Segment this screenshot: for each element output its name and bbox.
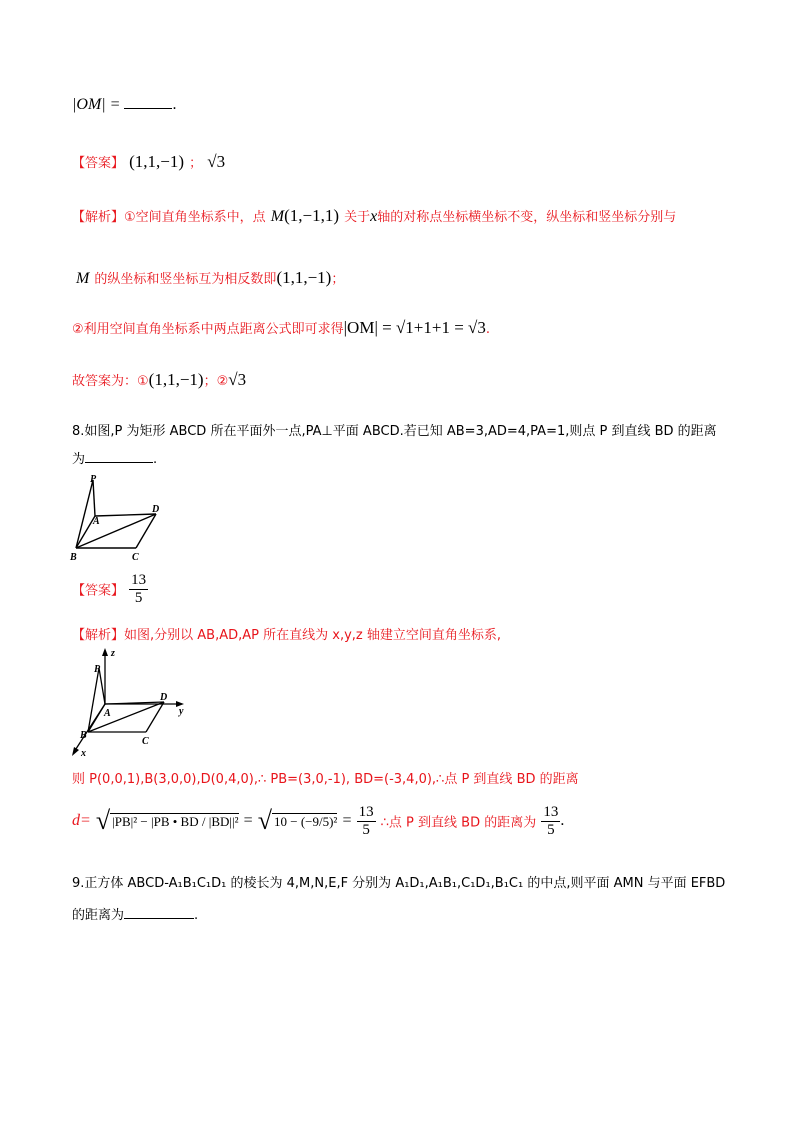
q8-question-line-2 [72,448,157,467]
blank-end: . [172,96,177,113]
final-sqrt: √3 [228,370,247,389]
formula-radicand-2: 10 − (−9/5)² [274,813,338,829]
equals-sign-1: = [243,812,253,829]
final-text-b: ；② [203,374,229,389]
fig1-label-b: B [70,552,77,563]
q8-analysis-text: 如图,分别以 AB,AD,AP 所在直线为 x,y,z 轴建立空间直角坐标系, [124,628,501,643]
q7-analysis-line-3 [72,318,490,338]
point-m-coords: (1,−1,1) [284,206,340,225]
analysis-text-2-end: ； [331,272,345,287]
d-label: d= [72,812,91,829]
q8-answer-numerator: 13 [131,572,147,588]
conclusion-denominator: 5 [547,821,555,838]
analysis-text-1c: 轴的对称点坐标横坐标不变，纵坐标和竖坐标分别与 [377,210,677,225]
symmetric-point: (1,1,−1) [276,268,332,287]
answer-tag: 【答案】 [72,156,125,171]
distance-formula: |OM| = √1+1+1 = √3 [343,318,486,337]
fig2-label-x: x [81,748,86,758]
q7-answer-line [72,152,225,172]
analysis-text-3-end: . [485,322,491,337]
fig2-label-a: A [104,708,111,719]
analysis-tag: 【解析】 [72,210,125,225]
fig2-label-c: C [142,736,149,747]
conclusion-numerator: 13 [543,804,559,820]
x-axis-label: x [370,208,378,225]
q9-answer-blank [124,906,194,919]
analysis-text-3: ②利用空间直角坐标系中两点距离公式即可求得 [72,322,344,337]
q9-question-line-2 [72,904,198,923]
point-m-label-2: M [76,270,90,287]
om-question-line [72,96,176,114]
analysis-text-1a: ①空间直角坐标系中，点 [124,210,266,225]
q9-question-line-1: 9.正方体 ABCD-A₁B₁C₁D₁ 的棱长为 4,M,N,E,F 分别为 A₁D₁,A₁B₁,C₁D₁,B₁C₁ 的中点,则平面 AMN 与平面 EFBD [72,876,726,891]
q7-analysis-line-2 [76,268,344,288]
result-numerator: 13 [358,804,374,820]
result-fraction [357,804,376,838]
q7-final-line [72,370,246,390]
q8-answer-tag: 【答案】 [72,583,125,599]
fig2-label-d: D [160,692,168,703]
answer-separator: ； [189,156,203,171]
z-axis-arrow-icon [102,648,108,656]
q9-line2-end: . [194,908,199,923]
conclusion-end: . [560,812,565,829]
fig1-label-a: A [93,516,100,527]
q8-question-line-1: 8.如图,P 为矩形 ABCD 所在平面外一点,PA⊥平面 ABCD.若已知 AB=3,AD=4,PA=1,则点 P 到直线 BD 的距离 [72,424,717,439]
equals-sign-2: = [342,812,352,829]
fig1-label-c: C [132,552,139,563]
q8-answer-line [72,572,148,606]
q8-analysis-line [72,624,501,643]
q7-analysis-line-1 [72,206,676,226]
q8-line2-end: . [153,452,158,467]
fig2-label-y: y [179,706,184,717]
q8-answer-denominator: 5 [134,589,143,606]
analysis-text-2: 的纵坐标和竖坐标互为相反数即 [94,272,277,287]
formula-radical-1: √ [95,806,111,835]
q8-answer-blank [85,450,153,463]
fig1-label-p: P [90,474,97,485]
x-axis-arrow-icon [72,747,79,756]
answer-blank [124,96,172,109]
final-text-a: 故答案为：① [72,374,149,389]
fig2-label-p: P [94,664,101,675]
q8-coords-line: 则 P(0,0,1),B(3,0,0),D(0,4,0),∴ PB=(3,0,-1), BD=(-3,4,0),∴点 P 到直线 BD 的距离 [72,772,579,787]
q8-answer-fraction [129,572,148,606]
rectangle-pyramid-figure [66,472,176,564]
coordinate-system-figure [66,646,196,758]
final-point: (1,1,−1) [148,370,204,389]
fig2-label-b: B [80,730,87,741]
q8-analysis-tag: 【解析】 [72,628,125,643]
q8-distance-formula-line [72,804,564,854]
q8-conclusion: ∴点 P 到直线 BD 的距离为 [380,815,537,831]
q9-line2-text: 的距离为 [72,908,125,923]
formula-radicand-1: |PB|² − |PB • BD / |BD||² [112,813,239,829]
point-m-label: M [270,208,285,225]
fig1-label-d: D [152,504,160,515]
analysis-text-1b: 关于 [344,210,371,225]
result-denominator: 5 [362,821,370,838]
om-label: |OM| = [72,96,121,113]
formula-radical-2: √ [257,806,272,835]
q8-line2-text: 为 [72,452,86,467]
fig2-label-z: z [111,648,115,659]
conclusion-fraction [541,804,560,838]
answer-point: (1,1,−1) [129,152,185,171]
answer-sqrt: √3 [207,152,226,171]
